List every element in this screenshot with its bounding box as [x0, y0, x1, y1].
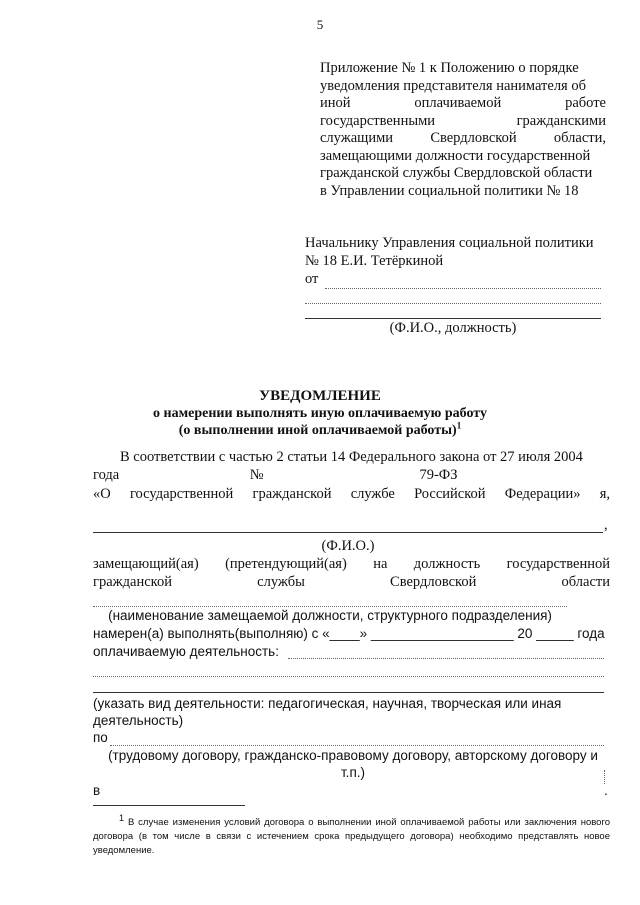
- addressee-line: № 18 Е.И. Тетёркиной: [305, 253, 444, 269]
- activity-caption: (указать вид деятельности: педагогическая, научная, творческая или иная: [93, 696, 562, 711]
- margin-mark: [604, 770, 605, 784]
- by-label: по: [93, 730, 108, 745]
- body-line: «О государственной гражданской службе Российской Федерации» я,: [93, 486, 610, 502]
- activity-field-line-2[interactable]: [93, 676, 604, 677]
- from-field[interactable]: [325, 288, 601, 289]
- from-label: от: [305, 271, 319, 287]
- appendix-line: Приложение № 1 к Положению о порядке: [320, 60, 579, 76]
- appendix-line: замещающими должности государственной: [320, 147, 591, 164]
- activity-field[interactable]: [288, 658, 604, 659]
- document-title: [0, 388, 640, 439]
- contract-caption: (трудовому договору, гражданско-правовому договору, авторскому договору и: [108, 748, 598, 763]
- appendix-line: служащими Свердловской области,: [320, 130, 606, 146]
- appendix-heading: [320, 60, 606, 200]
- comma: ,: [604, 517, 608, 533]
- appendix-line: гражданской службы Свердловской области: [320, 165, 593, 181]
- page-number: 5: [316, 17, 324, 32]
- title-subheading-2: (о выполнении иной оплачиваемой работы)$^1$: [178, 420, 462, 438]
- in-label: в: [93, 783, 101, 798]
- body-line: В соответствии с частью 2 статьи 14 Федерального закона от 27 июля 2004: [120, 449, 583, 465]
- footnote: [93, 812, 611, 858]
- activity-caption-2: деятельность): [93, 713, 184, 728]
- from-field-line-2[interactable]: [305, 303, 601, 304]
- appendix-line: иной оплачиваемой работе: [320, 95, 606, 111]
- footnote-text: В случае изменения условий договора о выполнении иной оплачиваемой работы или заключения нового договора (в том числе в связи с истечением срока предыдущего договора) необходимо представлять новое уведомление.: [93, 817, 611, 856]
- activity-field-line-3[interactable]: [93, 692, 604, 693]
- body-line: замещающий(ая) (претендующий(ая) на должность государственной: [93, 556, 610, 572]
- footnote-mark: 1: [119, 812, 125, 823]
- footnote-reference: 1: [456, 420, 462, 431]
- appendix-line: государственными гражданскими: [320, 112, 606, 129]
- position-caption: (наименование замещаемой должности, структурного подразделения): [108, 608, 552, 623]
- fio-field[interactable]: [93, 532, 603, 533]
- paid-activity-label: оплачиваемую деятельность:: [93, 644, 279, 659]
- addressee-line: Начальнику Управления социальной политики: [305, 235, 594, 251]
- addressee-block: [305, 234, 611, 288]
- position-field[interactable]: [93, 606, 567, 607]
- footnote-separator: [93, 805, 245, 806]
- contract-field[interactable]: [110, 745, 604, 746]
- title-heading: УВЕДОМЛЕНИЕ: [259, 388, 381, 404]
- from-field-line-3[interactable]: [305, 318, 601, 319]
- title-subheading: о намерении выполнять иную оплачиваемую работу: [153, 406, 487, 421]
- contract-caption-2: т.п.): [341, 765, 365, 780]
- appendix-line: уведомления представителя нанимателя об: [320, 77, 586, 94]
- appendix-line: в Управлении социальной политики № 18: [320, 182, 579, 199]
- body-line: года № 79-ФЗ: [93, 467, 458, 483]
- intend-line: намерен(а) выполнять(выполняю) с «____» ___________________ 20 _____ года: [93, 626, 605, 641]
- body-line: гражданской службы Свердловской области: [93, 574, 610, 590]
- fio-position-caption: (Ф.И.О., должность): [389, 320, 517, 336]
- period: .: [604, 783, 608, 798]
- fio-caption: (Ф.И.О.): [321, 538, 375, 554]
